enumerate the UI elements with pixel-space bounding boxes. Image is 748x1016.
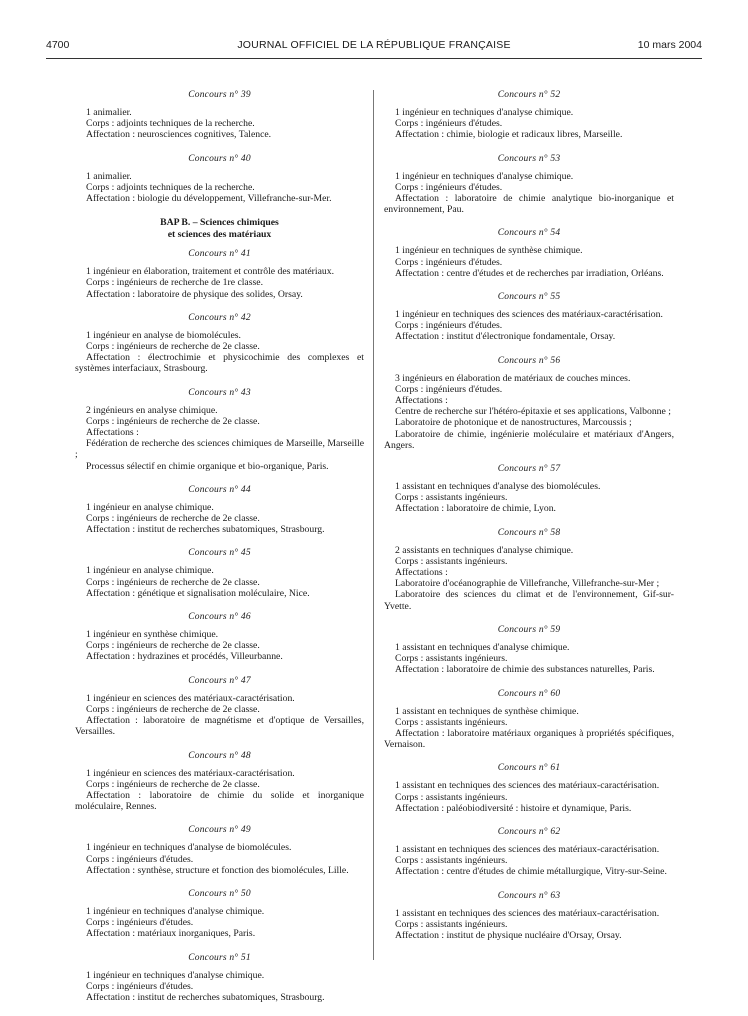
concours-entry: [75, 825, 364, 876]
concours-line: Affectation : hydrazines et procédés, Villeurbanne.: [86, 651, 283, 663]
concours-line: 1 ingénieur en analyse chimique.: [86, 565, 214, 577]
section-heading-line-1: BAP B. – Sciences chimiques: [160, 217, 279, 229]
concours-title: Concours n° 52: [497, 90, 561, 100]
concours-line: Corps : ingénieurs de recherche de 2e classe.: [86, 778, 260, 790]
concours-line: Corps : adjoints techniques de la recherche.: [86, 181, 255, 193]
concours-line: 1 assistant en techniques des sciences des matériaux-caractérisation.: [395, 907, 660, 919]
concours-line: Corps : assistants ingénieurs.: [395, 918, 508, 930]
issue-date: 10 mars 2004: [637, 39, 702, 51]
journal-title: JOURNAL OFFICIEL DE LA RÉPUBLIQUE FRANÇAISE: [237, 39, 511, 51]
concours-line: 3 ingénieurs en élaboration de matériaux de couches minces.: [395, 372, 631, 384]
concours-entry: [384, 292, 674, 343]
concours-title: Concours n° 41: [188, 249, 251, 260]
concours-line: Affectation : centre d'études et de recherches par irradiation, Orléans.: [395, 267, 664, 279]
concours-line: Corps : adjoints techniques de la recherche.: [86, 118, 255, 130]
concours-line: Affectation : centre d'études de chimie métallurgique, Vitry-sur-Seine.: [395, 866, 667, 878]
concours-line: 1 ingénieur en techniques d'analyse chimique.: [86, 905, 265, 917]
concours-line: 1 ingénieur en techniques d'analyse de biomolécules.: [86, 842, 292, 854]
concours-line: Corps : ingénieurs d'études.: [86, 917, 194, 929]
concours-line: 1 ingénieur en techniques de synthèse chimique.: [395, 245, 583, 257]
concours-line: 1 ingénieur en techniques d'analyse chimique.: [86, 969, 265, 981]
concours-entry: [75, 889, 364, 940]
concours-line: 2 ingénieurs en analyse chimique.: [86, 404, 218, 416]
concours-entry: [75, 612, 364, 663]
left-column: [75, 90, 364, 1016]
concours-title: Concours n° 45: [188, 548, 251, 559]
concours-line: Affectation : neurosciences cognitives, Talence.: [86, 129, 272, 141]
concours-entry: [384, 689, 674, 751]
concours-line: 1 animalier.: [86, 107, 132, 118]
concours-line: 1 assistant en techniques d'analyse des biomolécules.: [395, 481, 601, 493]
right-entries: [384, 90, 674, 941]
concours-title: Concours n° 43: [188, 387, 251, 398]
concours-title: Concours n° 42: [188, 312, 251, 323]
concours-line: Affectations :: [86, 427, 139, 439]
concours-line: Affectation : laboratoire de physique des solides, Orsay.: [86, 288, 303, 300]
concours-entry: [384, 827, 674, 878]
concours-line: Affectation : institut de physique nucléaire d'Orsay, Orsay.: [395, 929, 622, 941]
concours-line: Corps : ingénieurs d'études.: [395, 383, 503, 395]
concours-title: Concours n° 63: [497, 890, 561, 901]
concours-line: Corps : ingénieurs d'études.: [395, 181, 503, 193]
concours-title: Concours n° 54: [497, 228, 561, 239]
concours-entry: [75, 90, 364, 141]
concours-title: Concours n° 61: [497, 763, 561, 774]
concours-line: Affectation : laboratoire de magnétisme et d'optique de Versailles, Versailles.: [75, 715, 364, 738]
concours-title: Concours n° 57: [497, 464, 561, 475]
page-header: [46, 39, 702, 55]
concours-title: Concours n° 47: [188, 675, 251, 686]
concours-line: Affectation : biologie du développement, Villefranche-sur-Mer.: [86, 193, 332, 205]
concours-line: Affectations :: [395, 395, 448, 407]
concours-line: 1 assistant en techniques de synthèse chimique.: [395, 705, 579, 717]
concours-line: Corps : assistants ingénieurs.: [395, 653, 508, 665]
concours-line: 2 assistants en techniques d'analyse chimique.: [395, 544, 574, 556]
concours-line: 1 ingénieur en techniques des sciences des matériaux-caractérisation.: [395, 309, 663, 321]
concours-entry: [75, 751, 364, 813]
concours-title: Concours n° 44: [188, 484, 251, 495]
concours-title: Concours n° 48: [188, 750, 251, 761]
concours-entry: [75, 548, 364, 599]
concours-line: 1 ingénieur en analyse chimique.: [86, 501, 214, 513]
concours-line: Corps : ingénieurs de recherche de 2e classe.: [86, 415, 260, 427]
concours-line: Affectation : laboratoire de chimie du solide et inorganique moléculaire, Rennes.: [75, 789, 364, 813]
concours-line: Affectation : chimie, biologie et radicaux libres, Marseille.: [395, 129, 623, 141]
concours-title: Concours n° 60: [497, 688, 561, 699]
concours-line: Corps : assistants ingénieurs.: [395, 555, 508, 567]
concours-line: Fédération de recherche des sciences chimiques de Marseille, Marseille ;: [75, 438, 364, 461]
concours-title: Concours n° 50: [188, 888, 251, 899]
concours-line: Affectation : institut de recherches subatomiques, Strasbourg.: [86, 524, 325, 536]
concours-line: 1 assistant en techniques d'analyse chimique.: [395, 641, 570, 653]
concours-entry: [75, 313, 364, 375]
concours-line: Corps : assistants ingénieurs.: [395, 791, 508, 803]
concours-entry: [384, 625, 674, 676]
concours-line: Corps : ingénieurs d'études.: [395, 118, 503, 130]
concours-line: Affectation : synthèse, structure et fonction des biomolécules, Lille.: [86, 864, 349, 876]
section-heading-line-2: et sciences des matériaux: [167, 228, 272, 240]
concours-entry: [384, 464, 674, 515]
concours-line: Affectation : institut de recherches subatomiques, Strasbourg.: [86, 991, 325, 1003]
concours-line: Laboratoire de chimie, ingénierie moléculaire et matériaux d'Angers, Angers.: [384, 428, 674, 451]
concours-line: Corps : ingénieurs de recherche de 2e classe.: [86, 513, 260, 525]
concours-line: Corps : ingénieurs d'études.: [395, 256, 503, 268]
concours-line: Affectation : électrochimie et physicochimie des complexes et systèmes interfaciaux, Strasbourg.: [75, 352, 364, 375]
concours-line: Corps : ingénieurs de recherche de 2e classe.: [86, 576, 260, 588]
concours-entry: [384, 356, 674, 451]
left-entries-bottom: [75, 249, 364, 1003]
concours-title: Concours n° 58: [497, 527, 561, 538]
concours-line: Affectation : matériaux inorganiques, Paris.: [86, 928, 256, 940]
concours-line: 1 ingénieur en élaboration, traitement et contrôle des matériaux.: [86, 266, 335, 278]
concours-line: Corps : assistants ingénieurs.: [395, 492, 508, 504]
concours-line: Processus sélectif en chimie organique et bio-organique, Paris.: [86, 460, 329, 472]
concours-line: Corps : ingénieurs de recherche de 1re classe.: [86, 277, 263, 289]
concours-entry: [384, 90, 674, 141]
concours-title: Concours n° 62: [497, 826, 561, 837]
concours-title: Concours n° 51: [188, 952, 251, 963]
concours-line: 1 ingénieur en sciences des matériaux-caractérisation.: [86, 692, 295, 704]
concours-title: Concours n° 39: [188, 90, 251, 100]
concours-entry: [384, 528, 674, 612]
concours-line: Affectation : laboratoire de chimie analytique bio-inorganique et environnement, Pau.: [384, 193, 674, 216]
concours-line: 1 ingénieur en techniques d'analyse chimique.: [395, 107, 574, 118]
concours-entry: [384, 891, 674, 942]
concours-line: Affectation : génétique et signalisation moléculaire, Nice.: [86, 587, 310, 599]
concours-line: Affectation : paléobiodiversité : histoire et dynamique, Paris.: [395, 802, 632, 814]
concours-title: Concours n° 40: [188, 153, 251, 164]
concours-line: Affectation : laboratoire de chimie des substances naturelles, Paris.: [395, 664, 655, 676]
concours-title: Concours n° 56: [497, 355, 561, 366]
concours-entry: [384, 154, 674, 216]
concours-line: Affectation : laboratoire matériaux organiques à propriétés spécifiques, Vernaison.: [384, 727, 674, 751]
concours-entry: [75, 249, 364, 300]
concours-title: Concours n° 53: [497, 153, 561, 164]
concours-line: 1 assistant en techniques des sciences des matériaux-caractérisation.: [395, 843, 660, 855]
concours-line: Corps : assistants ingénieurs.: [395, 855, 508, 867]
section-heading: [75, 217, 364, 240]
concours-line: Corps : ingénieurs de recherche de 2e classe.: [86, 341, 260, 353]
concours-entry: [75, 676, 364, 738]
concours-line: Corps : ingénieurs de recherche de 2e classe.: [86, 703, 260, 715]
concours-line: Centre de recherche sur l'hétéro-épitaxie et ses applications, Valbonne ;: [395, 406, 671, 418]
concours-line: 1 animalier.: [86, 170, 132, 182]
column-divider: [373, 90, 374, 960]
concours-line: 1 assistant en techniques des sciences des matériaux-caractérisation.: [395, 780, 660, 792]
concours-entry: [75, 388, 364, 472]
page-number: 4700: [46, 39, 70, 51]
concours-title: Concours n° 55: [497, 292, 561, 303]
concours-line: 1 ingénieur en techniques d'analyse chimique.: [395, 170, 574, 182]
concours-entry: [384, 763, 674, 814]
concours-line: Laboratoire des sciences du climat et de l'environnement, Gif-sur-Yvette.: [384, 589, 674, 612]
concours-title: Concours n° 59: [497, 624, 561, 635]
concours-line: Laboratoire d'océanographie de Villefranche, Villefranche-sur-Mer ;: [395, 578, 660, 590]
concours-line: Affectations :: [395, 567, 448, 579]
concours-line: Corps : ingénieurs d'études.: [86, 980, 194, 992]
right-column: [384, 90, 674, 954]
concours-entry: [75, 154, 364, 205]
concours-line: 1 ingénieur en analyse de biomolécules.: [86, 329, 241, 341]
concours-entry: [75, 953, 364, 1004]
concours-title: Concours n° 49: [188, 825, 251, 836]
left-entries-top: [75, 90, 364, 204]
concours-line: Laboratoire de photonique et de nanostructures, Marcoussis ;: [395, 417, 632, 429]
concours-line: Corps : ingénieurs de recherche de 2e classe.: [86, 640, 260, 652]
header-rule: [46, 58, 702, 59]
concours-line: 1 ingénieur en sciences des matériaux-caractérisation.: [86, 767, 295, 779]
concours-entry: [384, 228, 674, 279]
concours-line: Corps : assistants ingénieurs.: [395, 716, 508, 728]
concours-line: 1 ingénieur en synthèse chimique.: [86, 629, 219, 641]
concours-line: Affectation : institut d'électronique fondamentale, Orsay.: [395, 331, 616, 343]
concours-line: Corps : ingénieurs d'études.: [86, 853, 194, 865]
concours-line: Corps : ingénieurs d'études.: [395, 320, 503, 332]
concours-title: Concours n° 46: [188, 612, 251, 623]
concours-entry: [75, 485, 364, 536]
concours-line: Affectation : laboratoire de chimie, Lyon.: [395, 503, 556, 515]
